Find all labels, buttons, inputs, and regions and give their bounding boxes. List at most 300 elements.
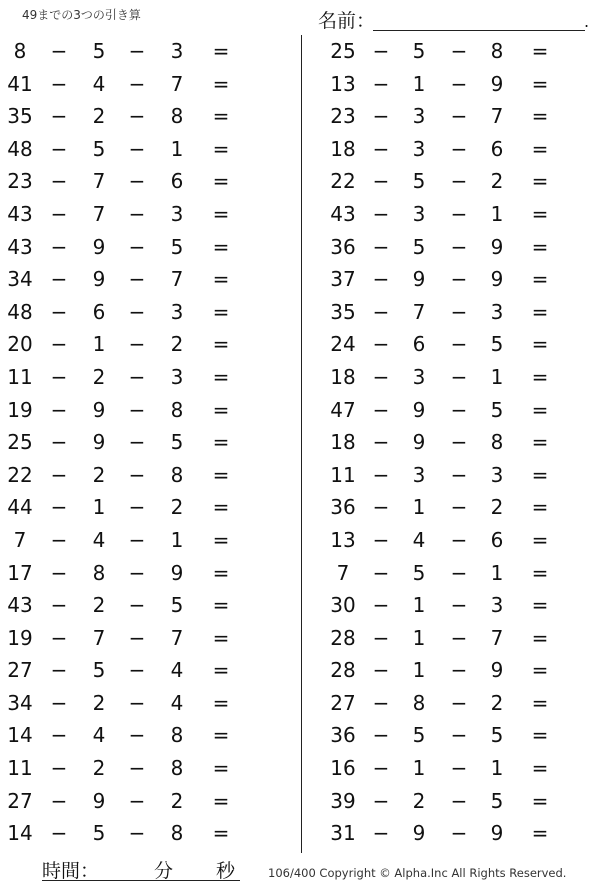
subtrahend-1: 7 xyxy=(92,201,106,226)
minus-sign: − xyxy=(50,658,68,683)
minuend: 28 xyxy=(330,658,356,683)
minus-sign: − xyxy=(450,527,468,552)
minus-sign: − xyxy=(50,234,68,259)
minus-sign: − xyxy=(450,560,468,585)
minus-sign: − xyxy=(372,364,390,389)
subtrahend-1: 5 xyxy=(92,136,106,161)
minus-sign: − xyxy=(50,169,68,194)
minus-sign: − xyxy=(450,332,468,357)
minus-sign: − xyxy=(450,430,468,455)
minus-sign: − xyxy=(372,625,390,650)
subtrahend-1: 4 xyxy=(92,723,106,748)
minus-sign: − xyxy=(50,430,68,455)
minus-sign: − xyxy=(50,299,68,324)
equals-sign: = xyxy=(212,136,230,161)
subtrahend-1: 7 xyxy=(92,625,106,650)
equals-sign: = xyxy=(212,234,230,259)
equals-sign: = xyxy=(212,821,230,846)
minuend: 36 xyxy=(330,495,356,520)
minus-sign: − xyxy=(128,560,146,585)
subtrahend-1: 2 xyxy=(92,364,106,389)
subtrahend-2: 5 xyxy=(490,332,504,357)
minus-sign: − xyxy=(50,462,68,487)
minus-sign: − xyxy=(372,690,390,715)
minus-sign: − xyxy=(450,788,468,813)
subtrahend-1: 2 xyxy=(412,788,426,813)
equals-sign: = xyxy=(212,788,230,813)
minus-sign: − xyxy=(50,495,68,520)
minus-sign: − xyxy=(450,234,468,259)
minus-sign: − xyxy=(50,39,68,63)
minus-sign: − xyxy=(372,560,390,585)
equals-sign: = xyxy=(531,430,549,455)
problem-row xyxy=(0,133,290,166)
minus-sign: − xyxy=(372,71,390,96)
problem-row xyxy=(318,231,600,264)
equals-sign: = xyxy=(212,462,230,487)
problem-row xyxy=(0,491,290,524)
subtrahend-2: 8 xyxy=(170,821,184,846)
name-field-area xyxy=(318,6,588,32)
minuend: 13 xyxy=(330,527,356,552)
subtrahend-1: 3 xyxy=(412,364,426,389)
minuend: 23 xyxy=(330,104,356,129)
minus-sign: − xyxy=(450,299,468,324)
minus-sign: − xyxy=(128,136,146,161)
minuend: 19 xyxy=(7,397,33,422)
subtrahend-2: 8 xyxy=(170,397,184,422)
problem-row xyxy=(318,198,600,231)
minuend: 48 xyxy=(7,136,33,161)
subtrahend-1: 1 xyxy=(412,625,426,650)
equals-sign: = xyxy=(531,169,549,194)
subtrahend-2: 7 xyxy=(170,71,184,96)
subtrahend-1: 1 xyxy=(412,593,426,618)
minuend: 48 xyxy=(7,299,33,324)
minus-sign: − xyxy=(50,756,68,781)
subtrahend-1: 4 xyxy=(412,527,426,552)
subtrahend-1: 9 xyxy=(92,397,106,422)
minus-sign: − xyxy=(128,71,146,96)
subtrahend-1: 1 xyxy=(412,71,426,96)
minuend: 18 xyxy=(330,430,356,455)
equals-sign: = xyxy=(531,201,549,226)
problem-row xyxy=(318,524,600,557)
subtrahend-1: 1 xyxy=(92,332,106,357)
minus-sign: − xyxy=(450,136,468,161)
minutes-label: 分 xyxy=(154,860,174,882)
minus-sign: − xyxy=(128,593,146,618)
time-label: 時間： xyxy=(42,860,100,882)
problem-row xyxy=(0,296,290,329)
subtrahend-1: 6 xyxy=(412,332,426,357)
minus-sign: − xyxy=(50,625,68,650)
equals-sign: = xyxy=(212,104,230,129)
minuend: 13 xyxy=(330,71,356,96)
minus-sign: − xyxy=(372,201,390,226)
minuend: 16 xyxy=(330,756,356,781)
subtrahend-2: 3 xyxy=(490,299,504,324)
equals-sign: = xyxy=(531,527,549,552)
minus-sign: − xyxy=(128,169,146,194)
subtrahend-2: 3 xyxy=(490,593,504,618)
subtrahend-1: 5 xyxy=(412,39,426,63)
time-record-area xyxy=(42,853,242,883)
minuend: 19 xyxy=(7,625,33,650)
subtrahend-1: 3 xyxy=(412,104,426,129)
minus-sign: − xyxy=(372,234,390,259)
subtrahend-2: 7 xyxy=(490,104,504,129)
problem-row xyxy=(318,328,600,361)
seconds-label: 秒 xyxy=(216,860,236,882)
subtrahend-1: 8 xyxy=(412,690,426,715)
minus-sign: − xyxy=(50,397,68,422)
equals-sign: = xyxy=(531,658,549,683)
subtrahend-1: 3 xyxy=(412,136,426,161)
equals-sign: = xyxy=(531,495,549,520)
subtrahend-2: 9 xyxy=(490,267,504,292)
subtrahend-2: 5 xyxy=(490,723,504,748)
minuend: 11 xyxy=(7,364,33,389)
problem-row xyxy=(0,557,290,590)
minus-sign: − xyxy=(372,299,390,324)
equals-sign: = xyxy=(212,201,230,226)
subtrahend-1: 5 xyxy=(92,39,106,63)
minus-sign: − xyxy=(450,723,468,748)
problem-row xyxy=(318,589,600,622)
minuend: 39 xyxy=(330,788,356,813)
equals-sign: = xyxy=(212,625,230,650)
equals-sign: = xyxy=(212,690,230,715)
minus-sign: − xyxy=(128,723,146,748)
equals-sign: = xyxy=(212,495,230,520)
equals-sign: = xyxy=(212,332,230,357)
subtrahend-1: 9 xyxy=(92,234,106,259)
minuend: 25 xyxy=(330,39,356,63)
subtrahend-2: 3 xyxy=(170,364,184,389)
problem-row xyxy=(0,785,290,818)
subtrahend-1: 1 xyxy=(412,495,426,520)
equals-sign: = xyxy=(531,723,549,748)
copyright-footer: 106/400 Copyright © Alpha.Inc All Rights Reserved. xyxy=(268,866,567,880)
equals-sign: = xyxy=(531,593,549,618)
subtrahend-1: 9 xyxy=(92,788,106,813)
minus-sign: − xyxy=(50,104,68,129)
problem-row xyxy=(318,133,600,166)
subtrahend-2: 1 xyxy=(490,364,504,389)
subtrahend-2: 7 xyxy=(490,625,504,650)
subtrahend-1: 5 xyxy=(92,821,106,846)
subtrahend-1: 4 xyxy=(92,71,106,96)
equals-sign: = xyxy=(212,658,230,683)
minus-sign: − xyxy=(372,756,390,781)
minus-sign: − xyxy=(372,39,390,63)
subtrahend-2: 9 xyxy=(490,234,504,259)
minuend: 47 xyxy=(330,397,356,422)
subtrahend-2: 3 xyxy=(170,39,184,63)
subtrahend-2: 8 xyxy=(490,39,504,63)
minus-sign: − xyxy=(128,364,146,389)
problem-row xyxy=(0,165,290,198)
minus-sign: − xyxy=(372,136,390,161)
problem-row xyxy=(0,68,290,101)
subtrahend-2: 8 xyxy=(170,462,184,487)
equals-sign: = xyxy=(212,39,230,63)
subtrahend-2: 5 xyxy=(170,234,184,259)
minus-sign: − xyxy=(450,104,468,129)
minus-sign: − xyxy=(128,430,146,455)
minus-sign: − xyxy=(50,71,68,96)
minuend: 22 xyxy=(7,462,33,487)
minus-sign: − xyxy=(50,723,68,748)
subtrahend-2: 6 xyxy=(170,169,184,194)
subtrahend-2: 2 xyxy=(170,495,184,520)
minus-sign: − xyxy=(128,104,146,129)
subtrahend-2: 2 xyxy=(170,332,184,357)
subtrahend-1: 1 xyxy=(412,756,426,781)
subtrahend-2: 3 xyxy=(170,201,184,226)
minus-sign: − xyxy=(450,267,468,292)
problem-row xyxy=(0,198,290,231)
equals-sign: = xyxy=(212,169,230,194)
subtrahend-1: 5 xyxy=(412,234,426,259)
equals-sign: = xyxy=(212,364,230,389)
subtrahend-1: 9 xyxy=(92,267,106,292)
problem-row xyxy=(0,752,290,785)
equals-sign: = xyxy=(212,397,230,422)
subtrahend-2: 4 xyxy=(170,690,184,715)
subtrahend-1: 2 xyxy=(92,593,106,618)
subtrahend-2: 9 xyxy=(170,560,184,585)
equals-sign: = xyxy=(531,104,549,129)
subtrahend-1: 7 xyxy=(412,299,426,324)
minus-sign: − xyxy=(450,201,468,226)
minus-sign: − xyxy=(450,658,468,683)
minus-sign: − xyxy=(50,690,68,715)
subtrahend-1: 9 xyxy=(412,397,426,422)
equals-sign: = xyxy=(531,690,549,715)
minuend: 34 xyxy=(7,267,33,292)
problem-row xyxy=(0,231,290,264)
minuend: 43 xyxy=(7,234,33,259)
minus-sign: − xyxy=(372,104,390,129)
minus-sign: − xyxy=(450,593,468,618)
subtrahend-2: 3 xyxy=(490,462,504,487)
minus-sign: − xyxy=(372,593,390,618)
subtrahend-2: 7 xyxy=(170,625,184,650)
minuend: 28 xyxy=(330,625,356,650)
minus-sign: − xyxy=(50,560,68,585)
subtrahend-2: 1 xyxy=(170,136,184,161)
subtrahend-1: 2 xyxy=(92,690,106,715)
subtrahend-1: 9 xyxy=(412,267,426,292)
problem-row xyxy=(318,817,600,850)
minus-sign: − xyxy=(372,430,390,455)
problem-row xyxy=(0,817,290,850)
problem-row xyxy=(318,785,600,818)
subtrahend-1: 5 xyxy=(412,560,426,585)
problem-row xyxy=(318,361,600,394)
problems-column-right xyxy=(318,35,600,850)
problem-row xyxy=(318,719,600,752)
minus-sign: − xyxy=(50,527,68,552)
minus-sign: − xyxy=(372,267,390,292)
problem-row xyxy=(318,622,600,655)
subtrahend-1: 4 xyxy=(92,527,106,552)
subtrahend-2: 1 xyxy=(170,527,184,552)
minus-sign: − xyxy=(50,821,68,846)
minus-sign: − xyxy=(128,39,146,63)
minus-sign: − xyxy=(50,593,68,618)
minuend: 36 xyxy=(330,234,356,259)
subtrahend-2: 5 xyxy=(490,397,504,422)
problem-row xyxy=(0,622,290,655)
equals-sign: = xyxy=(212,430,230,455)
minus-sign: − xyxy=(128,821,146,846)
problem-row xyxy=(318,165,600,198)
subtrahend-1: 1 xyxy=(412,658,426,683)
column-divider xyxy=(301,35,302,853)
minuend: 31 xyxy=(330,821,356,846)
time-write-line[interactable] xyxy=(42,880,240,881)
minuend: 41 xyxy=(7,71,33,96)
subtrahend-1: 5 xyxy=(412,723,426,748)
equals-sign: = xyxy=(531,332,549,357)
minuend: 20 xyxy=(7,332,33,357)
subtrahend-1: 1 xyxy=(92,495,106,520)
subtrahend-2: 9 xyxy=(490,658,504,683)
minus-sign: − xyxy=(450,397,468,422)
minuend: 17 xyxy=(7,560,33,585)
minus-sign: − xyxy=(50,267,68,292)
minus-sign: − xyxy=(50,788,68,813)
subtrahend-2: 2 xyxy=(490,690,504,715)
problem-row xyxy=(0,719,290,752)
minus-sign: − xyxy=(372,495,390,520)
minus-sign: − xyxy=(128,267,146,292)
equals-sign: = xyxy=(212,299,230,324)
problems-column-left xyxy=(0,35,290,850)
equals-sign: = xyxy=(531,136,549,161)
minuend: 36 xyxy=(330,723,356,748)
problem-row xyxy=(318,654,600,687)
equals-sign: = xyxy=(531,299,549,324)
problem-row xyxy=(0,687,290,720)
subtrahend-2: 6 xyxy=(490,136,504,161)
minus-sign: − xyxy=(128,201,146,226)
equals-sign: = xyxy=(212,593,230,618)
minuend: 27 xyxy=(7,658,33,683)
equals-sign: = xyxy=(212,71,230,96)
equals-sign: = xyxy=(531,625,549,650)
problem-row xyxy=(318,557,600,590)
subtrahend-2: 8 xyxy=(170,104,184,129)
equals-sign: = xyxy=(531,364,549,389)
name-write-line[interactable] xyxy=(373,30,585,31)
problem-row xyxy=(318,100,600,133)
equals-sign: = xyxy=(212,723,230,748)
subtrahend-1: 5 xyxy=(92,658,106,683)
minuend: 11 xyxy=(330,462,356,487)
minuend: 27 xyxy=(7,788,33,813)
minus-sign: − xyxy=(128,788,146,813)
subtrahend-2: 9 xyxy=(490,71,504,96)
subtrahend-1: 6 xyxy=(92,299,106,324)
minus-sign: − xyxy=(372,527,390,552)
minus-sign: − xyxy=(50,136,68,161)
subtrahend-1: 9 xyxy=(92,430,106,455)
minus-sign: − xyxy=(128,495,146,520)
minus-sign: − xyxy=(50,332,68,357)
problem-row xyxy=(0,524,290,557)
subtrahend-2: 8 xyxy=(490,430,504,455)
subtrahend-1: 3 xyxy=(412,462,426,487)
minuend: 11 xyxy=(7,756,33,781)
equals-sign: = xyxy=(531,397,549,422)
problem-row xyxy=(0,35,290,68)
minus-sign: − xyxy=(450,495,468,520)
problem-row xyxy=(318,68,600,101)
minuend: 34 xyxy=(7,690,33,715)
subtrahend-2: 4 xyxy=(170,658,184,683)
minus-sign: − xyxy=(128,462,146,487)
minuend: 24 xyxy=(330,332,356,357)
subtrahend-1: 2 xyxy=(92,462,106,487)
minuend: 23 xyxy=(7,169,33,194)
name-end-mark: . xyxy=(584,12,590,31)
minuend: 7 xyxy=(13,527,27,552)
minus-sign: − xyxy=(372,723,390,748)
minuend: 35 xyxy=(7,104,33,129)
equals-sign: = xyxy=(212,527,230,552)
problem-row xyxy=(318,394,600,427)
equals-sign: = xyxy=(531,234,549,259)
minuend: 44 xyxy=(7,495,33,520)
minuend: 37 xyxy=(330,267,356,292)
equals-sign: = xyxy=(531,560,549,585)
problem-row xyxy=(0,263,290,296)
minuend: 8 xyxy=(13,39,27,63)
subtrahend-1: 2 xyxy=(92,104,106,129)
minus-sign: − xyxy=(50,201,68,226)
problem-row xyxy=(0,328,290,361)
equals-sign: = xyxy=(212,756,230,781)
minus-sign: − xyxy=(450,39,468,63)
minus-sign: − xyxy=(128,397,146,422)
subtrahend-2: 3 xyxy=(170,299,184,324)
subtrahend-2: 5 xyxy=(170,430,184,455)
minus-sign: − xyxy=(372,821,390,846)
minus-sign: − xyxy=(128,332,146,357)
subtrahend-1: 5 xyxy=(412,169,426,194)
minus-sign: − xyxy=(128,658,146,683)
minuend: 18 xyxy=(330,136,356,161)
equals-sign: = xyxy=(531,821,549,846)
minus-sign: − xyxy=(450,71,468,96)
minuend: 7 xyxy=(336,560,350,585)
minus-sign: − xyxy=(128,527,146,552)
subtrahend-2: 2 xyxy=(490,169,504,194)
minus-sign: − xyxy=(128,756,146,781)
minus-sign: − xyxy=(128,234,146,259)
subtrahend-1: 7 xyxy=(92,169,106,194)
equals-sign: = xyxy=(531,756,549,781)
subtrahend-2: 8 xyxy=(170,756,184,781)
minuend: 43 xyxy=(7,593,33,618)
minuend: 25 xyxy=(7,430,33,455)
minus-sign: − xyxy=(372,462,390,487)
minuend: 43 xyxy=(7,201,33,226)
